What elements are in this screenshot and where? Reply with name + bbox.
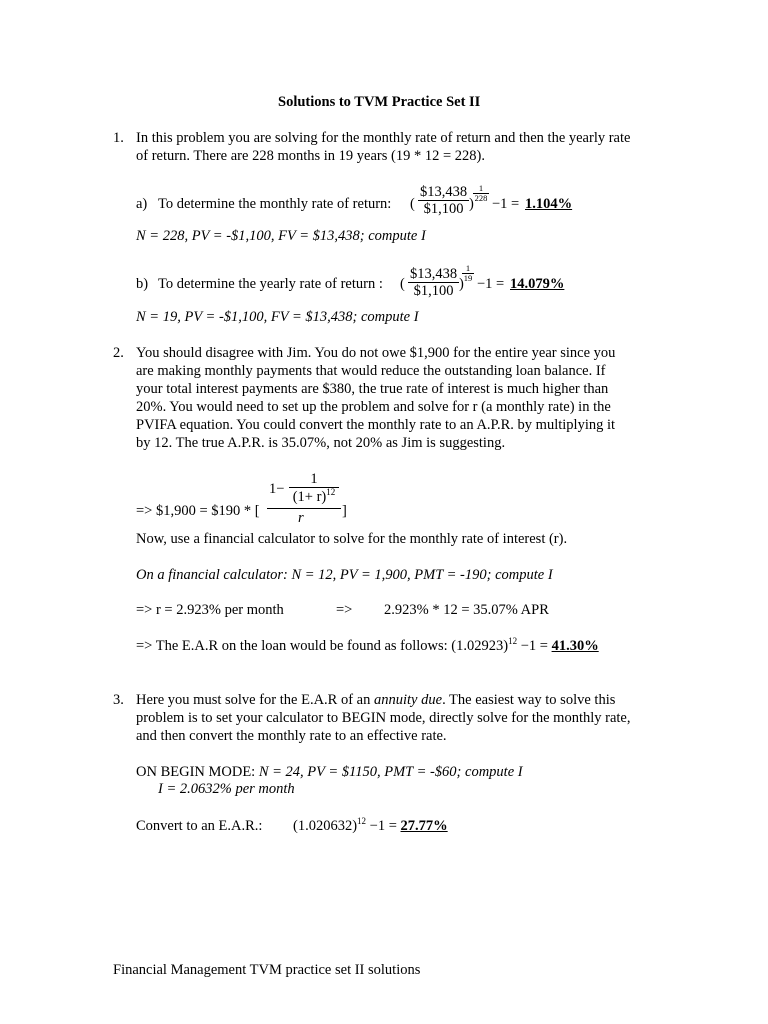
pvifa-one-minus: 1− [269,481,285,497]
part-b-result: 14.079% [510,276,565,292]
part-a-label: a) [136,196,148,212]
pvifa-inner-denominator: $(1+ r)^{12}$ [292,487,336,505]
now-line: Now, use a financial calculator to solve for the monthly rate of interest (r). [136,531,568,547]
part-b-fraction [406,266,461,299]
part-a-calculator: N = 228, PV = -$1,100, FV = $13,438; compute I [136,228,426,244]
convert-result: 27.77% [400,818,448,834]
part-a-minus-one: −1 = [492,196,520,212]
page-title: Solutions to TVM Practice Set II [278,94,481,110]
problem-2-line-5: PVIFA equation. You could convert the monthly rate to an A.P.R. by multiplying it [136,417,616,433]
pvifa-eq-prefix: => $1,900 = $190 * [ [136,503,260,519]
part-a-close-paren: ) [469,196,474,212]
pvifa-inner-numerator: 1 [289,471,339,488]
problem-2-line-3: your total interest payments are $380, the true rate of interest is much higher than [136,381,609,397]
part-b-text: To determine the yearly rate of return : [158,276,383,292]
problem-1-line-1: In this problem you are solving for the monthly rate of return and then the yearly rate [136,130,631,146]
problem-3-number: 3. [113,692,124,708]
part-b-calculator: N = 19, PV = -$1,100, FV = $13,438; compute I [136,309,419,325]
page-footer: Financial Management TVM practice set II solutions [113,962,421,978]
financial-calculator-line: On a financial calculator: N = 12, PV = 1,900, PMT = -190; compute I [136,567,553,583]
part-b-minus-one: −1 = [477,276,505,292]
ear-result: 41.30% [551,638,599,654]
part-a-text: To determine the monthly rate of return: [158,196,392,212]
begin-mode-line: ON BEGIN MODE: N = 24, PV = $1150, PMT = -$60; compute I [136,764,523,780]
part-a-numerator: $13,438 [420,184,468,200]
part-b-open-paren: ( [400,276,405,292]
annuity-due-term: annuity due [374,692,443,708]
problem-2-line-1: You should disagree with Jim. You do not owe $1,900 for the entire year since you [136,345,616,361]
part-a-open-paren: ( [410,196,415,212]
problem-3-line-3: and then convert the monthly rate to an effective rate. [136,728,447,744]
monthly-rate-result: I = 2.0632% per month [158,781,295,797]
pvifa-main-fraction-bar [267,508,341,509]
pvifa-close-bracket: ] [342,503,347,519]
part-b-close-paren: ) [459,276,464,292]
part-b-exponent: 1 19 [463,263,473,283]
problem-3-line-1: Here you must solve for the E.A.R of an annuity due. The easiest way to solve this [136,692,616,708]
monthly-rate-line: => r = 2.923% per month [136,602,284,618]
part-a-denominator: $1,100 [423,201,464,217]
pvifa-denominator: r [298,510,304,526]
problem-1-line-2: of return. There are 228 months in 19 years (19 * 12 = 228). [136,148,485,164]
problem-2-number: 2. [113,345,124,361]
part-b-denominator: $1,100 [413,283,454,299]
part-a-result: 1.104% [525,196,573,212]
convert-expression: $(1.020632)^{12} -1 = 27.77\%$ [293,816,448,834]
problem-2-line-4: 20%. You would need to set up the problem and solve for r (a monthly rate) in the [136,399,611,415]
problem-2-line-2: are making monthly payments that would reduce the outstanding loan balance. If [136,363,606,379]
arrow: => [336,602,353,618]
problem-3-line-2: problem is to set your calculator to BEGIN mode, directly solve for the monthly rate, [136,710,631,726]
problem-1-number: 1. [113,130,124,146]
problem-2-line-6: by 12. The true A.P.R. is 35.07%, not 20% as Jim is suggesting. [136,435,506,451]
part-a-exponent: 1 228 [474,183,488,203]
part-a-fraction [416,184,471,217]
convert-label: Convert to an E.A.R.: [136,818,263,834]
apr-line: 2.923% * 12 = 35.07% APR [384,602,549,618]
part-b-numerator: $13,438 [410,266,458,282]
ear-line: => The E.A.R on the loan would be found as follows: $(1.02923)^{12} -1 = 41.30\%$ [136,636,599,654]
part-b-label: b) [136,276,149,292]
